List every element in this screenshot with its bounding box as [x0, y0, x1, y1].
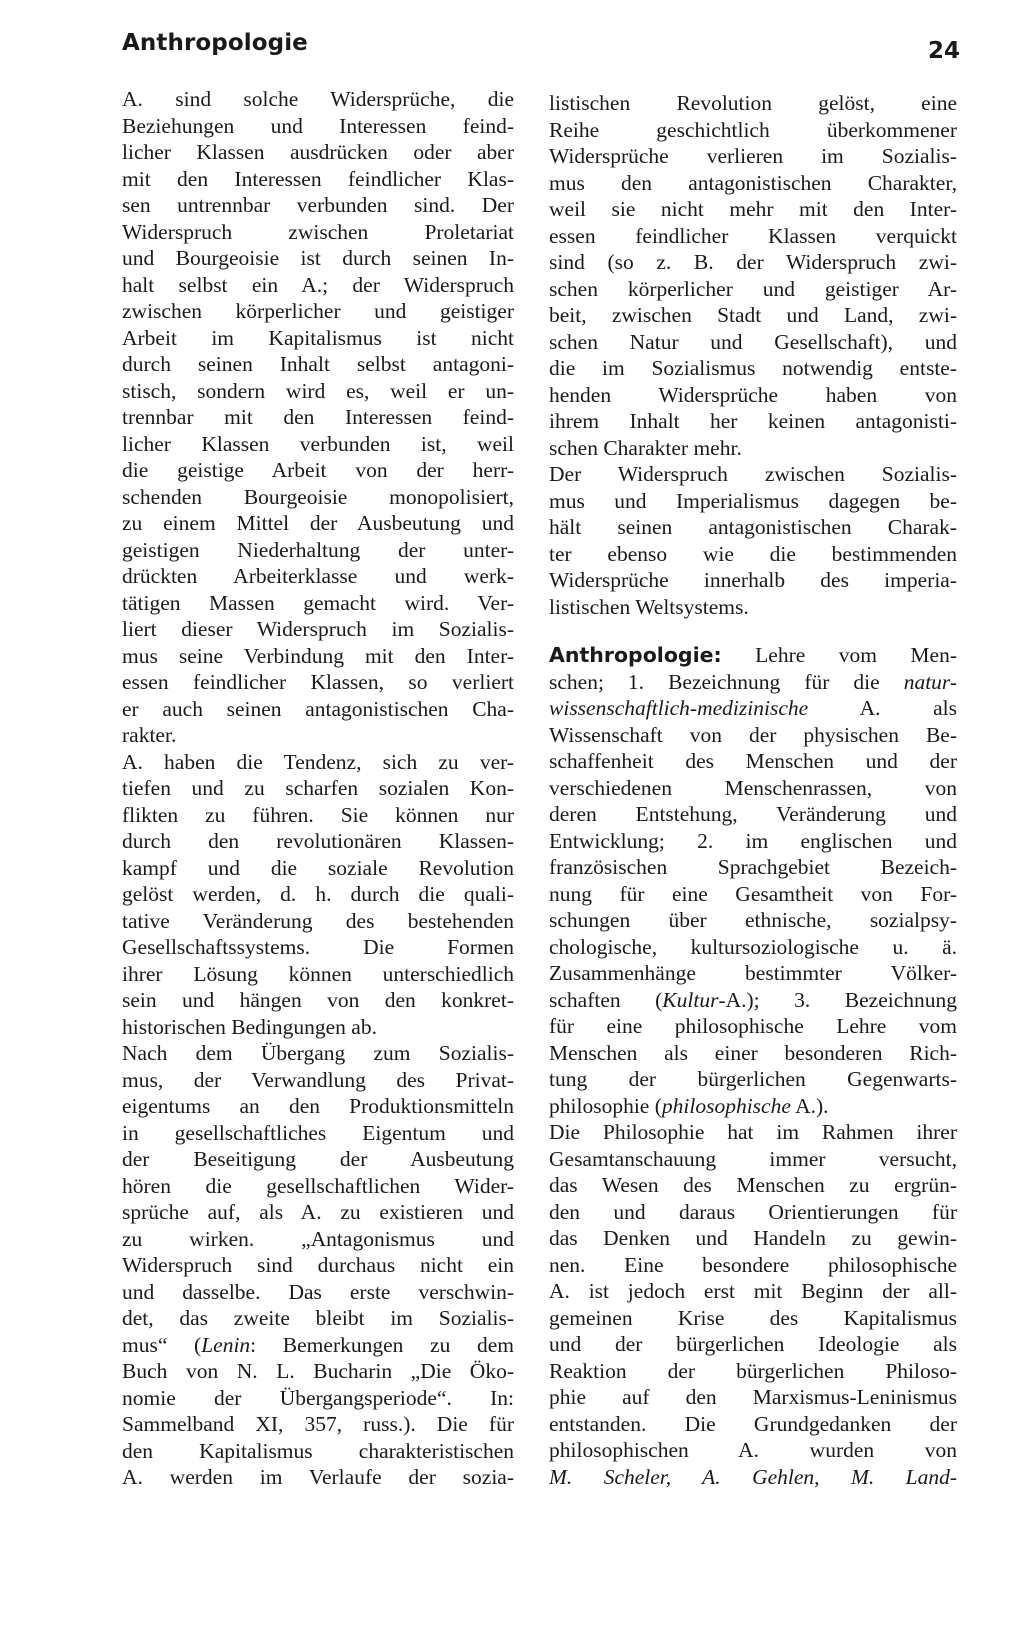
text-fragment: schaften ( — [549, 987, 663, 1012]
text-fragment: schen; 1. Bezeichnung für die — [549, 669, 880, 694]
text-line: tung der bürgerlichen Gegenwarts- — [549, 1067, 957, 1091]
text-line: A. ist jedoch erst mit Beginn der all- — [549, 1279, 957, 1303]
text-line: essen feindlicher Klassen verquickt — [549, 223, 957, 248]
emphasis: philosophische — [661, 1093, 791, 1118]
text-line: durch seinen Inhalt selbst antagoni- — [122, 352, 514, 376]
text-line: die geistige Arbeit von der herr- — [122, 458, 514, 482]
text-fragment: A.). — [790, 1093, 829, 1118]
text-line: nen. Eine besondere philosophische — [549, 1252, 957, 1277]
emphasis: natur- — [903, 669, 957, 694]
emphasis: wissenschaftlich-medizinische — [549, 696, 809, 720]
text-line — [549, 1093, 957, 1120]
text-line: sen untrennbar verbunden sind. Der — [122, 193, 514, 217]
text-line: mus, der Verwandlung des Privat- — [122, 1067, 514, 1092]
text-line: Gesellschaftssystems. Die Formen — [122, 935, 514, 959]
text-fragment: -A.); 3. Bezeichnung — [718, 987, 957, 1012]
text-line: det, das zweite bleibt im Sozialis- — [122, 1306, 514, 1330]
text-fragment: : Bemerkungen zu dem — [250, 1332, 514, 1357]
text-line — [549, 695, 957, 722]
text-line: deren Entstehung, Veränderung und — [549, 802, 957, 826]
running-head-title: Anthropologie — [122, 30, 308, 56]
text-fragment: Lehre vom Men- — [755, 643, 957, 667]
text-line: halt selbst ein A.; der Widerspruch — [122, 272, 514, 297]
text-line: historischen Bedingungen ab. — [122, 1014, 377, 1039]
entry-spacing — [549, 620, 957, 642]
text-line: in gesellschaftliches Eigentum und — [122, 1120, 514, 1145]
text-line: phie auf den Marxismus-Leninismus — [549, 1385, 957, 1409]
text-line: schaffenheit des Menschen und der — [549, 749, 957, 773]
text-line: listischen Weltsystems. — [549, 594, 749, 619]
right-column — [549, 90, 957, 1490]
text-line: listischen Revolution gelöst, eine — [549, 91, 957, 115]
text-line: Reaktion der bürgerlichen Philoso- — [549, 1358, 957, 1383]
text-line: schen Charakter mehr. — [549, 435, 742, 460]
text-line: für eine philosophische Lehre vom — [549, 1014, 957, 1038]
text-line: Beziehungen und Interessen feind- — [122, 113, 514, 138]
text-line: tiefen und zu scharfen sozialen Kon- — [122, 776, 514, 800]
text-line: nung für eine Gesamtheit von For- — [549, 881, 957, 906]
text-line: zu wirken. „Antagonismus und — [122, 1226, 514, 1251]
entry-first-line — [549, 642, 957, 669]
text-line: tative Veränderung des bestehenden — [122, 908, 514, 933]
text-line: hält seinen antagonistischen Charak- — [549, 515, 957, 539]
text-line: Die Philosophie hat im Rahmen ihrer — [549, 1120, 957, 1144]
text-line: verschiedenen Menschenrassen, von — [549, 775, 957, 800]
text-line: A. sind solche Widersprüche, die — [122, 87, 514, 111]
text-line: Zusammenhänge bestimmter Völker- — [549, 961, 957, 985]
text-line — [549, 1464, 957, 1491]
left-column — [122, 86, 514, 1491]
text-line: licher Klassen ausdrücken oder aber — [122, 140, 514, 164]
text-line: durch den revolutionären Klassen- — [122, 829, 514, 853]
text-line: Menschen als einer besonderen Rich- — [549, 1040, 957, 1065]
text-line: chologische, kultursoziologische u. ä. — [549, 934, 957, 959]
text-line: nomie der Übergangsperiode“. In: — [122, 1385, 514, 1410]
text-line: philosophischen A. wurden von — [549, 1438, 957, 1462]
text-line: schen körperlicher und geistiger Ar- — [549, 276, 957, 301]
text-line: gelöst werden, d. h. durch die quali- — [122, 882, 514, 906]
text-line: entstanden. Die Grundgedanken der — [549, 1411, 957, 1436]
text-line: schen Natur und Gesellschaft), und — [549, 329, 957, 354]
text-line: hören die gesellschaftlichen Wider- — [122, 1173, 514, 1198]
text-line: und dasselbe. Das erste verschwin- — [122, 1279, 514, 1304]
text-line: mus seine Verbindung mit den Inter- — [122, 643, 514, 668]
text-line: beit, zwischen Stadt und Land, zwi- — [549, 303, 957, 327]
text-line: A. haben die Tendenz, sich zu ver- — [122, 749, 514, 774]
text-line: geistigen Niederhaltung der unter- — [122, 537, 514, 562]
text-line: mus und Imperialismus dagegen be- — [549, 488, 957, 513]
text-line: ihrer Lösung können unterschiedlich — [122, 961, 514, 986]
text-line — [549, 987, 957, 1014]
page-number: 24 — [928, 38, 961, 64]
text-line: stisch, sondern wird es, weil er un- — [122, 378, 514, 403]
text-line: Entwicklung; 2. im englischen und — [549, 828, 957, 853]
text-line: kampf und die soziale Revolution — [122, 855, 514, 880]
text-line: Wissenschaft von der physischen Be- — [549, 722, 957, 747]
text-fragment: A. als — [859, 696, 957, 720]
text-line: eigentums an den Produktionsmitteln — [122, 1094, 514, 1118]
text-line: der Beseitigung der Ausbeutung — [122, 1147, 514, 1171]
text-line: Der Widerspruch zwischen Sozialis- — [549, 462, 957, 486]
text-line: weil sie nicht mehr mit den Inter- — [549, 197, 957, 221]
text-line: trennbar mit den Interessen feind- — [122, 405, 514, 429]
text-line: sind (so z. B. der Widerspruch zwi- — [549, 250, 957, 274]
text-line: das Denken und Handeln zu gewin- — [549, 1226, 957, 1250]
text-line: Widerspruch sind durchaus nicht ein — [122, 1253, 514, 1277]
text-line: licher Klassen verbunden ist, weil — [122, 431, 514, 456]
text-line: henden Widersprüche haben von — [549, 382, 957, 407]
text-line: Nach dem Übergang zum Sozialis- — [122, 1041, 514, 1065]
text-line: zwischen körperlicher und geistiger — [122, 299, 514, 323]
text-line: liert dieser Widerspruch im Sozialis- — [122, 617, 514, 641]
text-line: Arbeit im Kapitalismus ist nicht — [122, 325, 514, 350]
text-line: mit den Interessen feindlicher Klas- — [122, 166, 514, 191]
text-line: und Bourgeoisie ist durch seinen In- — [122, 246, 514, 270]
text-line: Buch von N. L. Bucharin „Die Öko- — [122, 1359, 514, 1383]
text-line: sein und hängen von den konkret- — [122, 988, 514, 1012]
entry-term: Anthropologie: — [549, 643, 722, 667]
text-line: flikten zu führen. Sie können nur — [122, 802, 514, 827]
text-line — [549, 669, 957, 696]
cited-names: M. Scheler, A. Gehlen, M. Land- — [549, 1464, 957, 1489]
text-line: das Wesen des Menschen zu ergrün- — [549, 1173, 957, 1197]
text-line: den und daraus Orientierungen für — [549, 1199, 957, 1224]
text-line: tätigen Massen gemacht wird. Ver- — [122, 590, 514, 615]
text-line: gemeinen Krise des Kapitalismus — [549, 1305, 957, 1330]
text-line: Reihe geschichtlich überkommener — [549, 117, 957, 142]
text-line: Widersprüche verlieren im Sozialis- — [549, 144, 957, 168]
emphasis: Kultur — [662, 987, 719, 1012]
text-line: ihrem Inhalt her keinen antagonisti- — [549, 409, 957, 433]
text-line: er auch seinen antagonistischen Cha- — [122, 696, 514, 721]
text-line: sprüche auf, als A. zu existieren und — [122, 1200, 514, 1224]
text-line: und der bürgerlichen Ideologie als — [549, 1332, 957, 1356]
text-line: die im Sozialismus notwendig entste- — [549, 356, 957, 380]
text-line: Sammelband XI, 357, russ.). Die für — [122, 1412, 514, 1436]
text-line: Widersprüche innerhalb des imperia- — [549, 568, 957, 592]
text-fragment: mus“ ( — [122, 1332, 202, 1357]
text-fragment: philosophie ( — [549, 1093, 662, 1118]
text-line: mus den antagonistischen Charakter, — [549, 170, 957, 195]
text-line: drückten Arbeiterklasse und werk- — [122, 564, 514, 588]
text-line: den Kapitalismus charakteristischen — [122, 1438, 514, 1463]
text-line: zu einem Mittel der Ausbeutung und — [122, 511, 514, 535]
text-line: französischen Sprachgebiet Bezeich- — [549, 855, 957, 879]
text-line: Gesamtanschauung immer versucht, — [549, 1146, 957, 1171]
text-line: ter ebenso wie die bestimmenden — [549, 541, 957, 566]
text-line: Widerspruch zwischen Proletariat — [122, 219, 514, 244]
cited-author: Lenin — [201, 1332, 251, 1357]
text-line: schungen über ethnische, sozialpsy- — [549, 908, 957, 932]
text-line: rakter. — [122, 723, 177, 747]
text-line: schenden Bourgeoisie monopolisiert, — [122, 484, 514, 509]
text-line: essen feindlicher Klassen, so verliert — [122, 670, 514, 694]
text-line-with-citation — [122, 1332, 514, 1359]
text-line: A. werden im Verlaufe der sozia- — [122, 1465, 514, 1489]
